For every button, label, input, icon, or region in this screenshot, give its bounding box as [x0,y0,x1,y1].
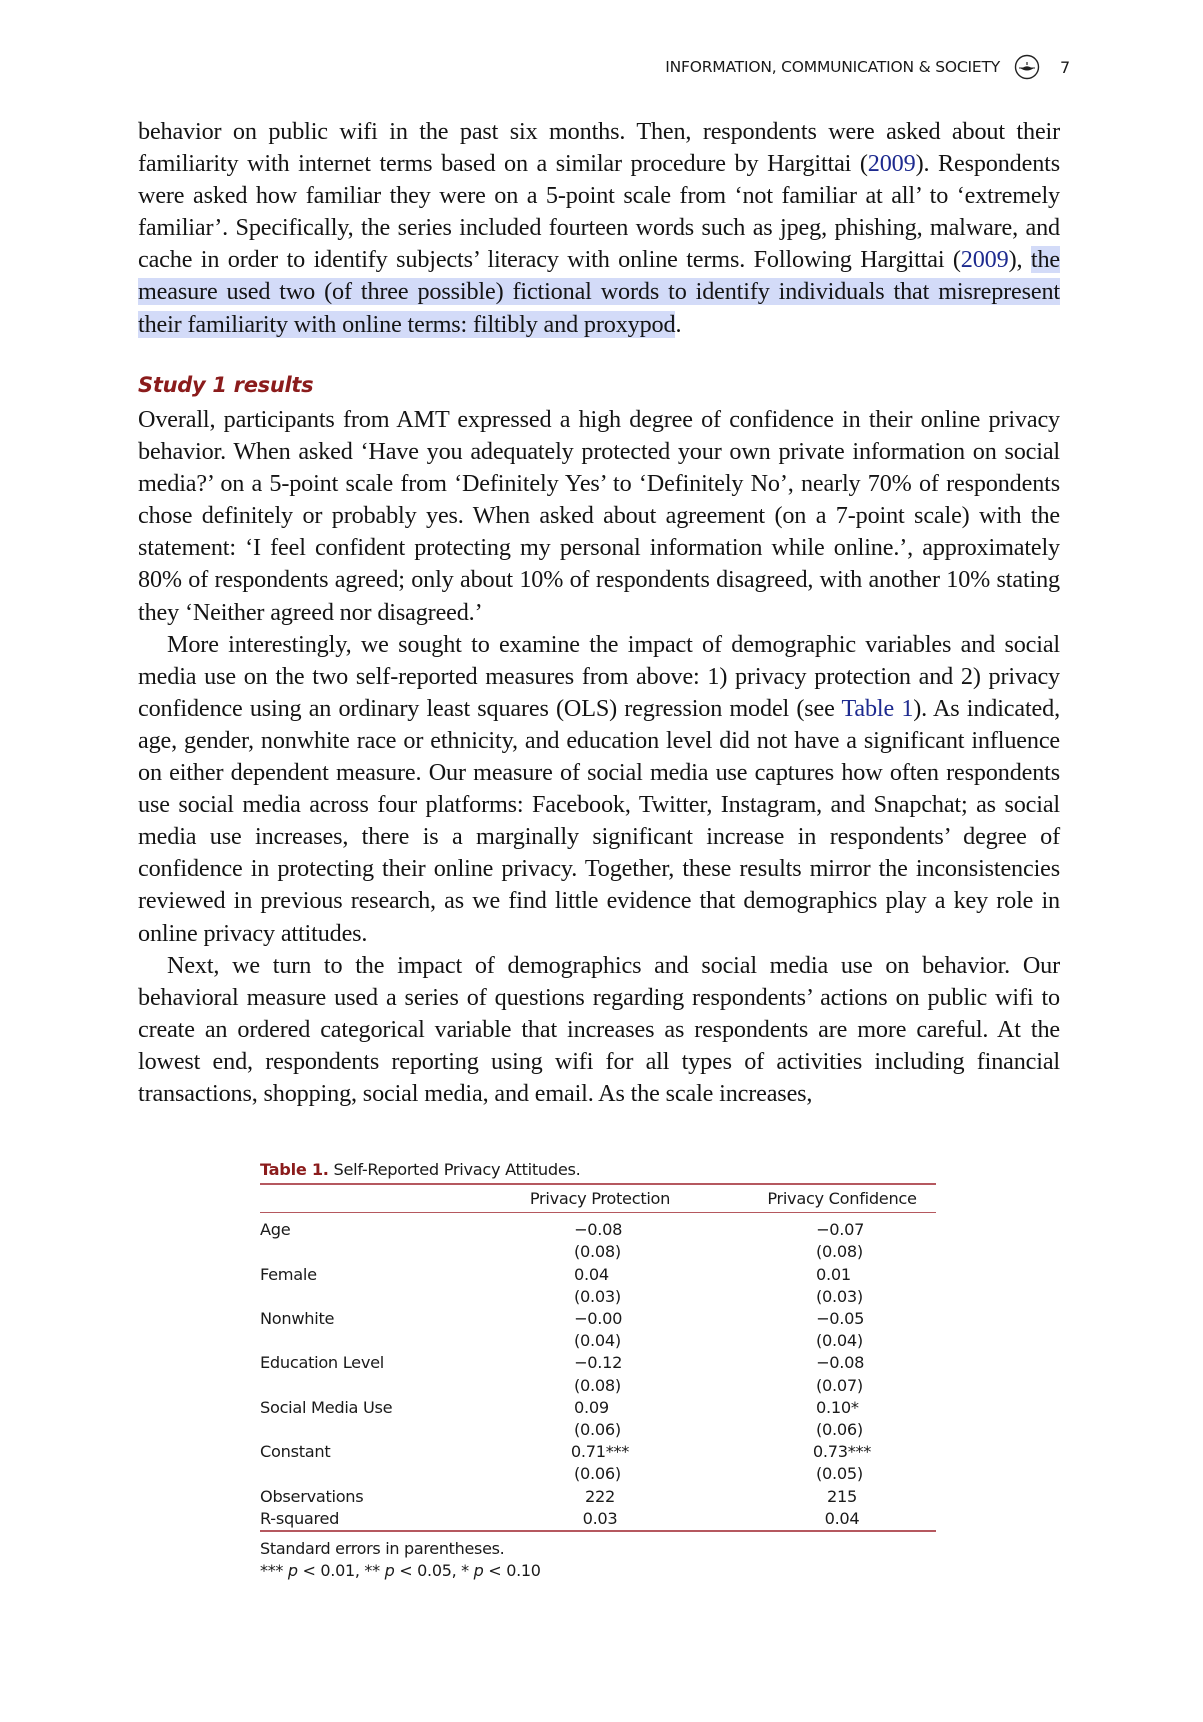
cell-privacy-confidence [708,1397,936,1419]
paragraph-text: More interestingly, we sought to examine the impact of demographic variables and social media use on the two self-reported measures from above: 1) privacy protection and 2) privacy confidence using an ordinary least squares (OLS) regression model (see [138,630,1060,722]
table-1-link[interactable]: Table 1 [841,694,914,722]
cell-privacy-confidence [708,1463,936,1485]
cell-privacy-confidence [708,1486,936,1508]
value-privacy-confidence: (0.06) [816,1420,863,1440]
table-body [260,1213,936,1530]
value-privacy-confidence: −0.07 [816,1220,865,1240]
cell-privacy-protection [492,1375,708,1397]
cell-privacy-protection [492,1508,708,1530]
value-privacy-confidence: (0.04) [816,1331,863,1351]
table-row-standard-error [260,1463,936,1485]
citation-link-hargittai-2009[interactable]: 2009 [960,246,1009,274]
cell-privacy-confidence [708,1219,936,1241]
cell-privacy-confidence [708,1264,936,1286]
paragraph-overall: Overall, participants from AMT expressed a high degree of confidence in their online privacy behavior. When asked ‘Have you adequately protected your own private information on social media?’ on a 5-point scale from ‘Definitely Yes’ to ‘Definitely No’, nearly 70% of respondents chose definitely or probably yes. When asked about agreement (on a 7-point scale) with the statement: ‘I feel confident protecting my personal information while online.’, approximately 80% of respondents agreed; only about 10% of respondents disagreed, with another 10% stating they ‘Neither agreed nor disagreed.’ [138,406,1060,626]
row-label: Nonwhite [260,1309,335,1328]
table-caption-text: Self-Reported Privacy Attitudes. [328,1160,581,1179]
value-privacy-confidence: 0.10* [816,1397,859,1417]
cell-privacy-protection [492,1241,708,1263]
table-row-coefficient [260,1308,936,1330]
cell-privacy-confidence [708,1419,936,1441]
column-header-privacy-protection: Privacy Protection [529,1188,671,1208]
value-privacy-protection: (0.04) [574,1331,621,1351]
column-header-blank [260,1185,492,1212]
row-label: Observations [260,1486,364,1506]
cell-privacy-protection [492,1419,708,1441]
row-label [260,1375,492,1397]
publisher-lamp-icon [1014,54,1040,80]
cell-privacy-protection [492,1330,708,1352]
selected-text[interactable]: the measure used two (of three possible) [138,246,1060,306]
table-row-standard-error [260,1375,936,1397]
value-privacy-protection: (0.08) [574,1242,621,1262]
cell-privacy-confidence [708,1508,936,1530]
row-label [260,1241,492,1263]
table-row-coefficient [260,1397,936,1419]
table-row-coefficient [260,1219,936,1241]
value-privacy-confidence: (0.03) [816,1286,863,1306]
cell-privacy-protection [492,1397,708,1419]
table-row-coefficient [260,1264,936,1286]
value-privacy-confidence: 0.04 [824,1508,860,1528]
value-privacy-protection: −0.08 [574,1220,623,1240]
paragraph-text: ). Respondents were asked how familiar they were on a 5-point scale from ‘not familiar at all’ to ‘extremely familiar’. Specifically, the series included fourteen words such as jpeg, phishing, malware, and cache in order to identify subjects’ literacy with online terms. Following Hargittai ( [138,150,1060,274]
row-label [260,1463,492,1485]
table-row-standard-error [260,1241,936,1263]
cell-privacy-confidence [708,1308,936,1330]
regression-table [260,1185,936,1530]
table-bottom-rule [260,1530,936,1532]
results-body [138,404,1060,1110]
table-header-row [260,1185,936,1212]
value-privacy-confidence: 0.01 [816,1264,851,1284]
value-privacy-protection: 0.71*** [570,1442,630,1462]
cell-privacy-protection [492,1264,708,1286]
paragraph-text: . [675,310,682,338]
value-privacy-confidence: 0.73*** [812,1442,872,1462]
cell-privacy-protection [492,1486,708,1508]
cell-privacy-protection [492,1219,708,1241]
table-note-standard-errors: Standard errors in parentheses. [260,1538,505,1558]
value-privacy-protection: (0.06) [574,1464,621,1484]
section-heading: Study 1 results [138,373,314,397]
cell-privacy-protection [492,1308,708,1330]
value-privacy-confidence: −0.05 [816,1309,865,1328]
cell-privacy-confidence [708,1352,936,1374]
table-caption-label: Table 1. [260,1160,329,1179]
cell-privacy-protection [492,1463,708,1485]
row-label: Age [260,1220,291,1240]
table-row-coefficient [260,1352,936,1374]
selected-text[interactable]: filtibly and proxypod [473,310,676,338]
paragraph-text: ), [1008,246,1031,274]
cell-privacy-confidence [708,1241,936,1263]
table-row-standard-error [260,1330,936,1352]
cell-privacy-protection [492,1441,708,1463]
row-label [260,1330,492,1352]
page-number: 7 [1060,57,1070,77]
paragraph-behavior: Next, we turn to the impact of demographics and social media use on behavior. Our behavioral measure used a series of questions regarding respondents’ actions on public wifi to create an ordered categorical variable that increases as respondents are more careful. At the lowest end, respondents reporting using wifi for all types of activities including financial transactions, shopping, social media, and email. As the scale increases, [138,951,1060,1107]
journal-title: INFORMATION, COMMUNICATION & SOCIETY [665,58,1001,76]
running-header [665,54,1070,80]
row-label: Social Media Use [260,1397,393,1417]
value-privacy-protection: 0.09 [574,1397,609,1417]
table-notes [260,1538,936,1582]
cell-privacy-confidence [708,1441,936,1463]
value-privacy-confidence: (0.08) [816,1242,863,1262]
value-privacy-protection: (0.03) [574,1286,621,1306]
row-label [260,1419,492,1441]
table-caption [260,1156,936,1183]
selected-text[interactable]: fictional words to identify individuals that misrepresent their familiarity with online terms: [138,278,1060,338]
row-label: Education Level [260,1353,384,1373]
table-row-stat [260,1486,936,1508]
row-label: Constant [260,1442,331,1462]
table-1 [260,1156,936,1582]
paragraph-text: behavior on public wifi in the past six months. Then, respondents were asked about their familiarity with internet terms based on a similar procedure by Hargittai ( [138,118,1060,178]
cell-privacy-confidence [708,1330,936,1352]
table-row-standard-error [260,1419,936,1441]
table-row-standard-error [260,1286,936,1308]
value-privacy-protection: 0.03 [582,1508,618,1528]
column-header-privacy-confidence: Privacy Confidence [767,1188,917,1208]
citation-link-hargittai-2009[interactable]: 2009 [867,150,916,178]
cell-privacy-protection [492,1286,708,1308]
cell-privacy-protection [492,1352,708,1374]
value-privacy-confidence: (0.07) [816,1375,863,1395]
value-privacy-protection: 222 [585,1486,615,1506]
paragraph-methods [138,116,1060,341]
value-privacy-confidence: −0.08 [816,1353,865,1373]
table-note-significance: *** p < 0.01, ** p < 0.05, * p < 0.10 [260,1560,541,1580]
row-label: Female [260,1264,317,1284]
table-row-stat [260,1508,936,1530]
cell-privacy-confidence [708,1286,936,1308]
value-privacy-protection: −0.00 [574,1309,623,1328]
row-label: R-squared [260,1508,340,1528]
paragraph-text: ). As indicated, age, gender, nonwhite race or ethnicity, and education level did not have a significant influence on either dependent measure. Our measure of social media use captures how often respondents use social media across four platforms: Facebook, Twitter, Instagram, and Snapchat; as social media use increases, there is a marginally significant increase in respondents’ degree of confidence in protecting their online privacy. Together, these results mirror the inconsistencies reviewed in previous research, as we find little evidence that demographics play a key role in online privacy attitudes. [138,694,1060,947]
value-privacy-confidence: (0.05) [816,1464,863,1484]
paragraph-regression [138,629,1060,950]
value-privacy-confidence: 215 [827,1486,857,1506]
row-label [260,1286,492,1308]
value-privacy-protection: 0.04 [574,1264,609,1284]
table-row-coefficient [260,1441,936,1463]
cell-privacy-confidence [708,1375,936,1397]
value-privacy-protection: (0.08) [574,1375,621,1395]
value-privacy-protection: −0.12 [574,1353,623,1373]
value-privacy-protection: (0.06) [574,1420,621,1440]
